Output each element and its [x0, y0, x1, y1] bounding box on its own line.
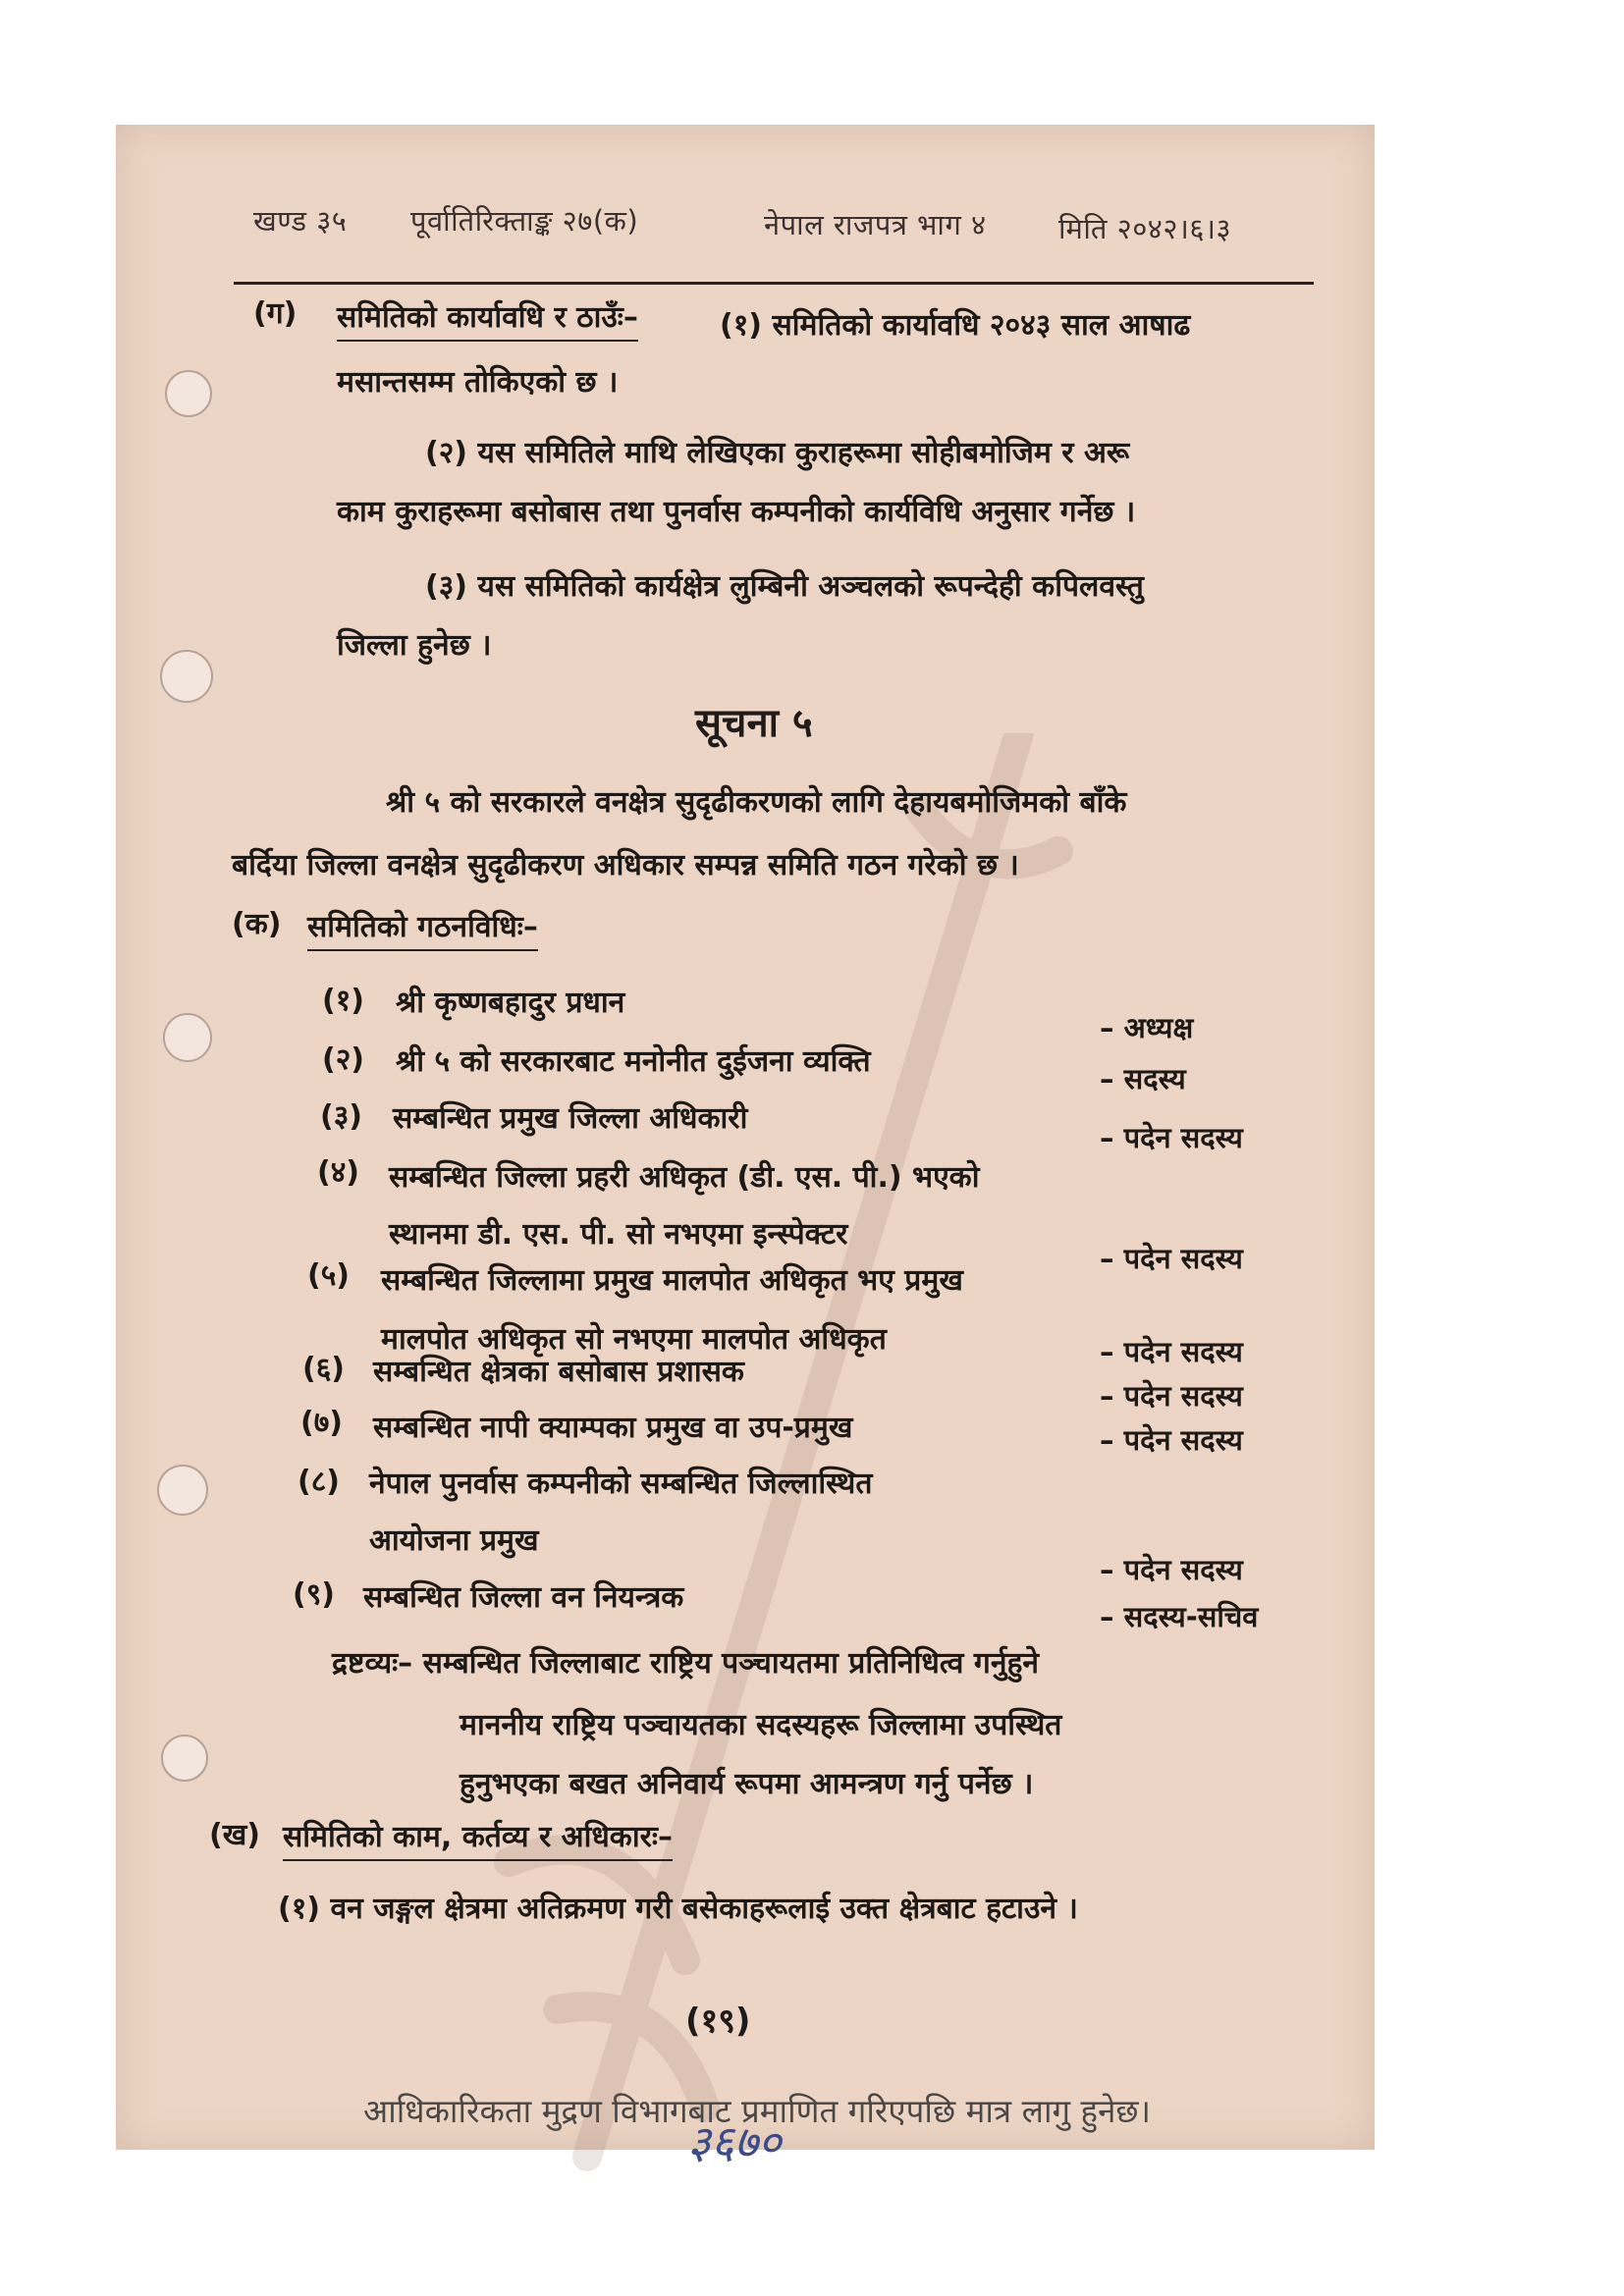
member-number: (८)	[298, 1465, 341, 1499]
section-ga-p3-line2: जिल्ला हुनेछ ।	[337, 628, 492, 663]
member-role: – पदेन सदस्य	[1100, 1242, 1243, 1275]
punch-hole	[161, 1735, 208, 1782]
section-ga-p1-line1: (१) समितिको कार्यावधि २०४३ साल आषाढ	[720, 308, 1191, 343]
section-kha-heading: समितिको काम, कर्तव्य र अधिकारः–	[283, 1815, 673, 1861]
section-ga-p2-line1: (२) यस समितिले माथि लेखिएका कुराहरूमा सोहीबमोजिम र अरू	[425, 436, 1130, 470]
member-name: श्री ५ को सरकारबाट मनोनीत दुईजना व्यक्ति	[396, 1044, 871, 1079]
member-role: – पदेन सदस्य	[1100, 1379, 1243, 1413]
section-ka-heading: समितिको गठनविधिः–	[307, 905, 538, 951]
section-kha-item1: (१) वन जङ्गल क्षेत्रमा अतिक्रमण गरी बसेकाहरूलाई उक्त क्षेत्रबाट हटाउने ।	[278, 1892, 1078, 1926]
member-name-cont: स्थानमा डी. एस. पी. सो नभएमा इन्स्पेक्टर	[389, 1217, 848, 1252]
note-line1: द्रष्टव्यः– सम्बन्धित जिल्लाबाट राष्ट्रिय पञ्चायतमा प्रतिनिधित्व गर्नुहुने	[332, 1646, 1040, 1681]
member-name: सम्बन्धित नापी क्याम्पका प्रमुख वा उप-प्रमुख	[373, 1411, 853, 1445]
section-ga-p3-line1: (३) यस समितिको कार्यक्षेत्र लुम्बिनी अञ्चलको रूपन्देही कपिलवस्तु	[425, 569, 1144, 604]
member-role: – पदेन सदस्य	[1100, 1553, 1243, 1586]
member-role: – पदेन सदस्य	[1100, 1335, 1243, 1368]
notice-title: सूचना ५	[695, 701, 813, 746]
member-number: (७)	[300, 1406, 344, 1440]
member-name-cont: मालपोत अधिकृत सो नभएमा मालपोत अधिकृत	[381, 1322, 887, 1357]
section-ga-heading: समितिको कार्यावधि र ठाउँः–	[337, 295, 638, 342]
member-name: सम्बन्धित क्षेत्रका बसोबास प्रशासक	[373, 1355, 744, 1389]
section-ga-p1-line2: मसान्तसम्म तोकिएको छ ।	[337, 365, 619, 400]
member-name: श्री कृष्णबहादुर प्रधान	[396, 986, 625, 1020]
member-role: – पदेन सदस्य	[1100, 1121, 1243, 1154]
gazette-page	[116, 125, 1375, 2150]
member-role: – पदेन सदस्य	[1100, 1423, 1243, 1457]
member-number: (५)	[307, 1258, 351, 1293]
section-kha-label: (ख)	[209, 1818, 260, 1852]
header-date: मिति २०४२।६।३	[1058, 212, 1232, 245]
member-name: सम्बन्धित जिल्ला वन नियन्त्रक	[363, 1580, 684, 1615]
footer-disclaimer: आधिकारिकता मुद्रण विभागबाट प्रमाणित गरिएपछि मात्र लागु हुनेछ।	[363, 2092, 1152, 2130]
header-gazette: नेपाल राजपत्र भाग ४	[764, 208, 987, 241]
punch-hole	[157, 1465, 208, 1516]
member-number: (२)	[322, 1042, 365, 1077]
member-role: – अध्यक्ष	[1100, 1011, 1194, 1044]
member-name: सम्बन्धित जिल्लामा प्रमुख मालपोत अधिकृत भए प्रमुख	[381, 1263, 963, 1298]
punch-hole	[160, 650, 213, 703]
section-ga-p2-line2: काम कुराहरूमा बसोबास तथा पुनर्वास कम्पनीको कार्यविधि अनुसार गर्नेछ ।	[337, 495, 1136, 529]
member-number: (६)	[302, 1352, 346, 1386]
punch-hole	[163, 1013, 212, 1062]
member-role: – सदस्य-सचिव	[1100, 1600, 1259, 1633]
member-name: सम्बन्धित प्रमुख जिल्ला अधिकारी	[393, 1101, 748, 1136]
member-number: (४)	[317, 1155, 360, 1190]
header-section: खण्ड ३५	[253, 204, 348, 238]
notice-intro-line2: बर्दिया जिल्ला वनक्षेत्र सुदृढीकरण अधिकार सम्पन्न समिति गठन गरेको छ ।	[232, 848, 1019, 882]
member-number: (३)	[320, 1099, 363, 1134]
member-number: (९)	[293, 1577, 336, 1612]
section-ka-label: (क)	[232, 907, 282, 941]
member-role: – सदस्य	[1100, 1062, 1186, 1095]
member-name-cont: आयोजना प्रमुख	[369, 1523, 539, 1558]
member-name: नेपाल पुनर्वास कम्पनीको सम्बन्धित जिल्लास्थित	[369, 1467, 873, 1501]
page-number: (१९)	[685, 2002, 751, 2041]
section-ga-label: (ग)	[253, 296, 298, 331]
header-rule	[234, 282, 1314, 285]
member-name: सम्बन्धित जिल्ला प्रहरी अधिकृत (डी. एस. पी.) भएको	[389, 1160, 980, 1195]
member-number: (१)	[322, 984, 365, 1018]
note-line2: माननीय राष्ट्रिय पञ्चायतका सदस्यहरू जिल्लामा उपस्थित	[460, 1708, 1062, 1742]
notice-intro-line1: श्री ५ को सरकारले वनक्षेत्र सुदृढीकरणको लागि देहायबमोजिमको बाँके	[386, 785, 1127, 820]
handwritten-mark: ३६७०	[687, 2115, 782, 2168]
punch-hole	[165, 370, 212, 417]
header-supplement: पूर्वातिरिक्ताङ्क २७(क)	[410, 204, 639, 238]
note-line3: हुनुभएका बखत अनिवार्य रूपमा आमन्त्रण गर्नु पर्नेछ ।	[460, 1767, 1034, 1801]
